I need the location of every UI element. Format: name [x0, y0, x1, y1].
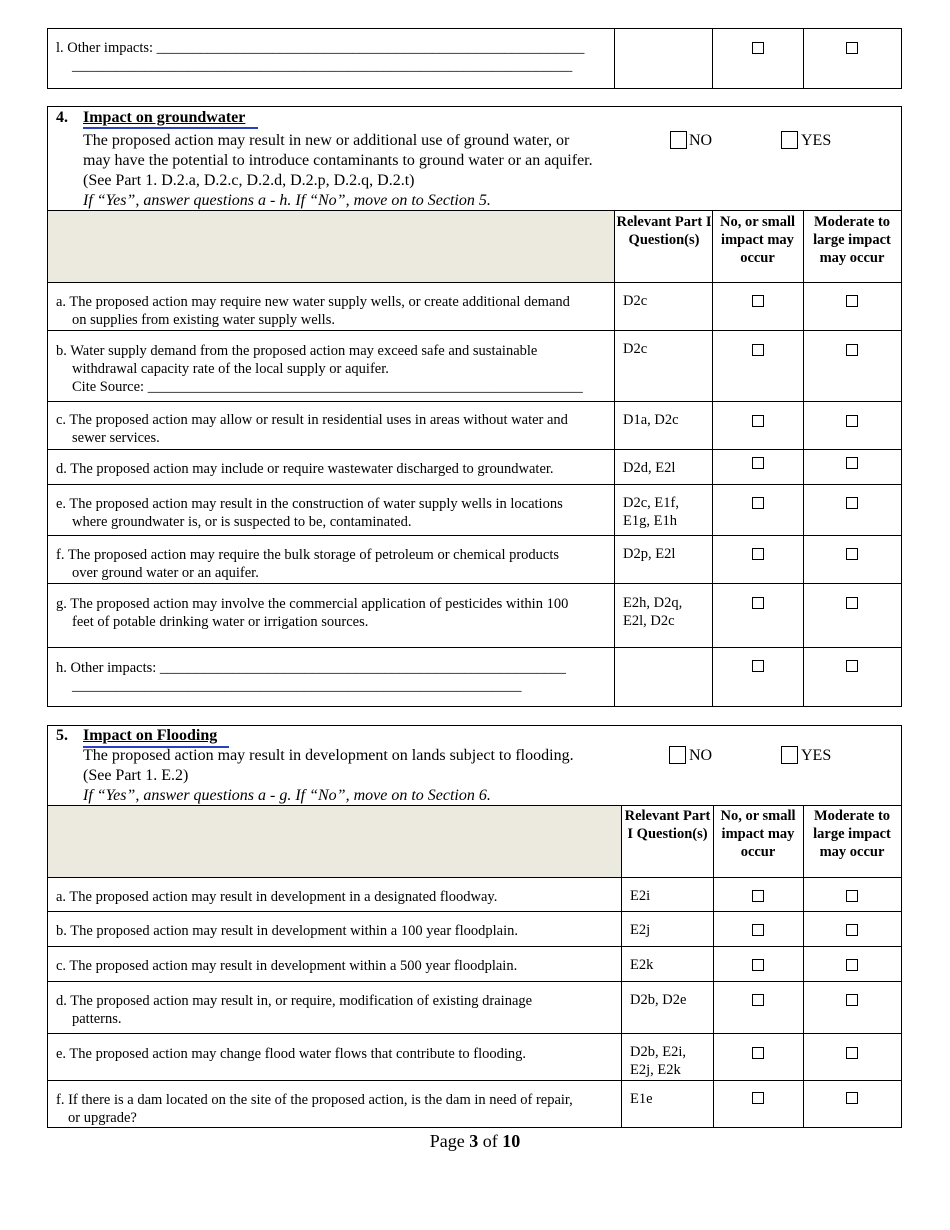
section5-no-checkbox[interactable] [669, 746, 686, 764]
section5-row-a-small-checkbox[interactable] [752, 890, 764, 902]
section4-row-d-moderate-checkbox[interactable] [846, 457, 858, 469]
section5-intro: The proposed action may result in development on lands subject to flooding. (See Part 1. E.2) If “Yes”, answer questions a - g. If “No”, move on to Section 6. [83, 747, 574, 804]
section5-row-c-text: c. The proposed action may result in development within a 500 year floodplain. [56, 958, 518, 974]
section4-row-e-text: e. The proposed action may result in the construction of water supply wells in locations where groundwater is, or is suspected to be, contaminated. [56, 496, 563, 530]
section4-intro: The proposed action may result in new or additional use of ground water, or may have the potential to introduce contaminants to ground water or an aquifer. (See Part 1. D.2.a, D.2.c, D.2.d, D.2.p, D.2.q, D.2.t) If “Yes”, answer questions a - h. If “No”, move on to Section 5. [83, 132, 593, 209]
section4-col-moderate: Moderate to large impact may occur [813, 214, 891, 266]
top-row-moderate-checkbox[interactable] [846, 42, 858, 54]
section5-row-b-small-checkbox[interactable] [752, 924, 764, 936]
section5-number: 5. [56, 727, 68, 744]
section5-row-f-moderate-checkbox[interactable] [846, 1092, 858, 1104]
section5-row-f-text: f. If there is a dam located on the site of the proposed action, is the dam in need of repair, or upgrade? [56, 1092, 573, 1126]
section5-col-relevant: Relevant Part I Question(s) [624, 808, 711, 842]
section5-row-e-ref: D2b, E2i, E2j, E2k [630, 1044, 686, 1078]
section4-row-a-ref: D2c [623, 293, 648, 309]
section4-row-g-moderate-checkbox[interactable] [846, 597, 858, 609]
section4-title: Impact on groundwater [83, 109, 246, 126]
section4-row-f-ref: D2p, E2l [623, 546, 676, 562]
section4-row-f-text: f. The proposed action may require the bulk storage of petroleum or chemical products over ground water or an aquifer. [56, 547, 560, 581]
section5-no-label: NO [689, 747, 713, 764]
section5-row-a-moderate-checkbox[interactable] [846, 890, 858, 902]
section4-yes-checkbox[interactable] [781, 131, 798, 149]
section5-row-a-ref: E2i [630, 888, 651, 904]
section4-row-d-ref: D2d, E2l [623, 460, 676, 476]
section4-row-d-small-checkbox[interactable] [752, 457, 764, 469]
section5-row-a-text: a. The proposed action may result in development in a designated floodway. [56, 889, 498, 905]
section4-row-e-moderate-checkbox[interactable] [846, 497, 858, 509]
section5-row-b-ref: E2j [630, 922, 651, 938]
section4-col-small: No, or small impact may occur [719, 214, 796, 266]
section5-yes-label: YES [801, 747, 832, 764]
section4-yes-label: YES [801, 132, 832, 149]
section4-number: 4. [56, 109, 68, 126]
section4-row-f-moderate-checkbox[interactable] [846, 548, 858, 560]
section4-row-g-ref: E2h, D2q, E2l, D2c [623, 595, 683, 629]
section5-row-d-small-checkbox[interactable] [752, 994, 764, 1006]
section4-row-b-ref: D2c [623, 341, 648, 357]
section4-row-b-moderate-checkbox[interactable] [846, 344, 858, 356]
section4-row-c-small-checkbox[interactable] [752, 415, 764, 427]
section5-header-shade [48, 806, 621, 877]
section5-row-f-small-checkbox[interactable] [752, 1092, 764, 1104]
section5-yes-checkbox[interactable] [781, 746, 798, 764]
section4-row-f-small-checkbox[interactable] [752, 548, 764, 560]
section5-row-e-moderate-checkbox[interactable] [846, 1047, 858, 1059]
section5-row-b-text: b. The proposed action may result in development within a 100 year floodplain. [56, 923, 519, 939]
section5-col-small: No, or small impact may occur [720, 808, 796, 860]
top-row-other-impacts: l. Other impacts: ___________________________________________________________ _____________________________________________________________________ [56, 40, 585, 74]
section4-row-c-text: c. The proposed action may allow or result in residential uses in areas without water and sewer services. [56, 412, 568, 446]
section4-col-relevant: Relevant Part I Question(s) [616, 214, 712, 248]
section4-no-checkbox[interactable] [670, 131, 687, 149]
section4-row-b-text: b. Water supply demand from the proposed action may exceed safe and sustainable withdrawal capacity rate of the local supply or aquifer. Cite Source: ____________________________________________________________ [56, 343, 583, 395]
section5-row-b-moderate-checkbox[interactable] [846, 924, 858, 936]
section4-row-g-text: g. The proposed action may involve the commercial application of pesticides within 100 feet of potable drinking water or irrigation sources. [56, 596, 569, 630]
section5-row-e-small-checkbox[interactable] [752, 1047, 764, 1059]
section4-no-label: NO [689, 132, 713, 149]
section4-row-c-moderate-checkbox[interactable] [846, 415, 858, 427]
section4-row-h-small-checkbox[interactable] [752, 660, 764, 672]
section5-title: Impact on Flooding [83, 727, 218, 744]
section4-row-g-small-checkbox[interactable] [752, 597, 764, 609]
section4-row-e-small-checkbox[interactable] [752, 497, 764, 509]
section4-row-h-moderate-checkbox[interactable] [846, 660, 858, 672]
top-row-small-checkbox[interactable] [752, 42, 764, 54]
section4-row-c-ref: D1a, D2c [623, 412, 679, 428]
section4-row-h-text: h. Other impacts: ________________________________________________________ ______________________________________________________________ [56, 660, 566, 694]
section4-row-a-moderate-checkbox[interactable] [846, 295, 858, 307]
section5-row-d-text: d. The proposed action may result in, or require, modification of existing drainage patterns. [56, 993, 533, 1027]
section4-row-a-small-checkbox[interactable] [752, 295, 764, 307]
section4-row-a-text: a. The proposed action may require new water supply wells, or create additional demand on supplies from existing water supply wells. [56, 294, 570, 328]
section5-row-c-moderate-checkbox[interactable] [846, 959, 858, 971]
section4-row-b-small-checkbox[interactable] [752, 344, 764, 356]
section4-header-shade [48, 211, 614, 282]
section5-row-c-ref: E2k [630, 957, 654, 973]
section4-row-d-text: d. The proposed action may include or require wastewater discharged to groundwater. [56, 461, 554, 477]
section4-row-e-ref: D2c, E1f, E1g, E1h [623, 495, 679, 529]
section5-row-d-moderate-checkbox[interactable] [846, 994, 858, 1006]
section4-title-underline [83, 127, 258, 129]
section5-row-f-ref: E1e [630, 1091, 653, 1107]
section5-row-e-text: e. The proposed action may change flood water flows that contribute to flooding. [56, 1046, 527, 1062]
section5-col-moderate: Moderate to large impact may occur [813, 808, 891, 860]
section5-row-d-ref: D2b, D2e [630, 992, 687, 1008]
section5-row-c-small-checkbox[interactable] [752, 959, 764, 971]
page-number: Page 3 of 10 [429, 1131, 521, 1151]
